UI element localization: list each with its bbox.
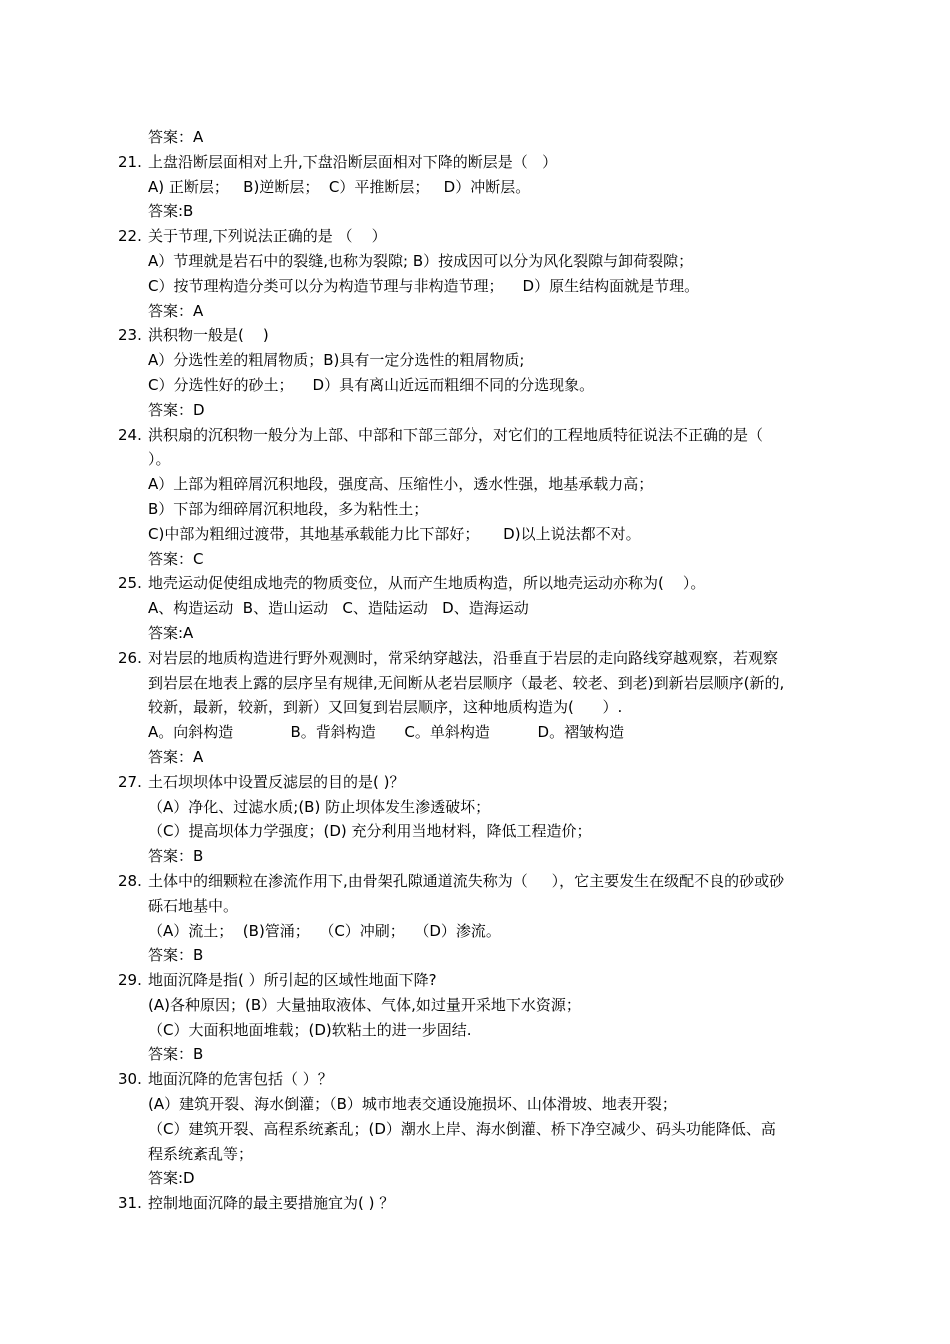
question-number: 24. bbox=[118, 425, 142, 444]
option-line: C)中部为粗细过渡带，其地基承载能力比下部好； D)以上说法都不对。 bbox=[148, 524, 641, 543]
question-text: 洪积扇的沉积物一般分为上部、中部和下部三部分，对它们的工程地质特征说法不正确的是（ bbox=[148, 425, 764, 444]
question-text: 地壳运动促使组成地壳的物质变位，从而产生地质构造，所以地壳运动亦称为( ）。 bbox=[148, 574, 706, 593]
option-line: A、构造运动 B、造山运动 C、造陆运动 D、造海运动 bbox=[148, 599, 529, 618]
option-line: （C）建筑开裂、高程系统紊乱；(D）潮水上岸、海水倒灌、桥下净空减少、码头功能降低、高 bbox=[148, 1119, 776, 1138]
option-line: A）上部为粗碎屑沉积地段，强度高、压缩性小，透水性强，地基承载力高； bbox=[148, 475, 654, 494]
question-text: 土石坝坝体中设置反滤层的目的是( )？ bbox=[148, 772, 405, 791]
option-line: B）下部为细碎屑沉积地段，多为粘性土； bbox=[148, 499, 429, 518]
answer-line: 答案：A bbox=[148, 747, 204, 766]
option-line: 程系统紊乱等； bbox=[148, 1144, 254, 1163]
answer-line: 答案：A bbox=[148, 301, 204, 320]
option-line: C）按节理构造分类可以分为构造节理与非构造节理； D）原生结构面就是节理。 bbox=[148, 276, 700, 295]
option-line: 砾石地基中。 bbox=[148, 896, 239, 915]
option-line: A。向斜构造 B。背斜构造 C。单斜构造 D。褶皱构造 bbox=[148, 723, 625, 742]
question-line bbox=[0, 571, 950, 596]
question-line bbox=[0, 1067, 950, 1092]
option-line: (A)各种原因；(B）大量抽取液体、气体,如过量开采地下水资源； bbox=[148, 995, 581, 1014]
answer-line: 答案：C bbox=[148, 549, 204, 568]
question-text: 关于节理,下列说法正确的是 （ ） bbox=[148, 227, 387, 246]
option-line: （A）净化、过滤水质;(B) 防止坝体发生渗透破坏； bbox=[148, 797, 491, 816]
question-text: 洪积物一般是( ) bbox=[148, 326, 269, 345]
question-line bbox=[0, 323, 950, 348]
option-line: (A）建筑开裂、海水倒灌；（B）城市地表交通设施损坏、山体滑坡、地表开裂； bbox=[148, 1095, 677, 1114]
option-line: ）。 bbox=[148, 450, 171, 469]
question-number: 25. bbox=[118, 574, 142, 593]
question-number: 29. bbox=[118, 971, 142, 990]
question-text: 对岩层的地质构造进行野外观测时，常采纳穿越法，沿垂直于岩层的走向路线穿越观察，若观察 bbox=[148, 648, 779, 667]
question-number: 28. bbox=[118, 871, 142, 890]
question-line bbox=[0, 423, 950, 448]
question-line bbox=[0, 150, 950, 175]
option-line: 到岩层在地表上露的层序呈有规律,无间断从老岩层顺序（最老、较老、到老)到新岩层顺序(新的, bbox=[148, 673, 785, 692]
question-number: 22. bbox=[118, 227, 142, 246]
question-line bbox=[0, 224, 950, 249]
question-number: 30. bbox=[118, 1070, 142, 1089]
question-number: 26. bbox=[118, 648, 142, 667]
option-line: （C）大面积地面堆载；(D)软粘土的进一步固结. bbox=[148, 1020, 472, 1039]
option-line: A）分选性差的粗屑物质；B)具有一定分选性的粗屑物质; bbox=[148, 351, 525, 370]
question-number: 27. bbox=[118, 772, 142, 791]
question-number: 21. bbox=[118, 152, 142, 171]
document-page bbox=[0, 125, 950, 1216]
question-line bbox=[0, 869, 950, 894]
option-line: A) 正断层； B)逆断层； C）平推断层； D）冲断层。 bbox=[148, 177, 531, 196]
question-line bbox=[0, 646, 950, 671]
question-number: 31. bbox=[118, 1194, 142, 1213]
question-text: 土体中的细颗粒在渗流作用下,由骨架孔隙通道流失称为（ ），它主要发生在级配不良的砂或砂 bbox=[148, 871, 785, 890]
answer-line: 答案：B bbox=[148, 946, 204, 965]
question-text: 地面沉降的危害包括（ ）？ bbox=[148, 1070, 333, 1089]
question-line bbox=[0, 1191, 950, 1216]
option-line: C）分选性好的砂土； D）具有离山近远而粗细不同的分选现象。 bbox=[148, 375, 595, 394]
question-text: 地面沉降是指( ）所引起的区域性地面下降? bbox=[148, 971, 437, 990]
answer-line: 答案：D bbox=[148, 400, 205, 419]
option-line: 较新，最新，较新，到新）又回复到岩层顺序，这种地质构造为( ）. bbox=[148, 698, 623, 717]
question-text: 上盘沿断层面相对上升,下盘沿断层面相对下降的断层是（ ） bbox=[148, 152, 558, 171]
option-line: A）节理就是岩石中的裂缝,也称为裂隙; B）按成因可以分为风化裂隙与卸荷裂隙； bbox=[148, 251, 694, 270]
answer-line: 答案:A bbox=[148, 623, 194, 642]
answer-line: 答案：B bbox=[148, 847, 204, 866]
question-line bbox=[0, 770, 950, 795]
option-line: （C）提高坝体力学强度；(D) 充分利用当地材料，降低工程造价； bbox=[148, 822, 592, 841]
option-line: （A）流土； (B)管涌； （C）冲刷； （D）渗流。 bbox=[148, 921, 501, 940]
question-number: 23. bbox=[118, 326, 142, 345]
answer-line: 答案：B bbox=[148, 1045, 204, 1064]
question-line bbox=[0, 968, 950, 993]
question-text: 控制地面沉降的最主要措施宜为( ) ？ bbox=[148, 1194, 395, 1213]
answer-line: 答案:B bbox=[148, 202, 194, 221]
answer-line: 答案：A bbox=[148, 128, 204, 146]
answer-line: 答案:D bbox=[148, 1169, 195, 1188]
